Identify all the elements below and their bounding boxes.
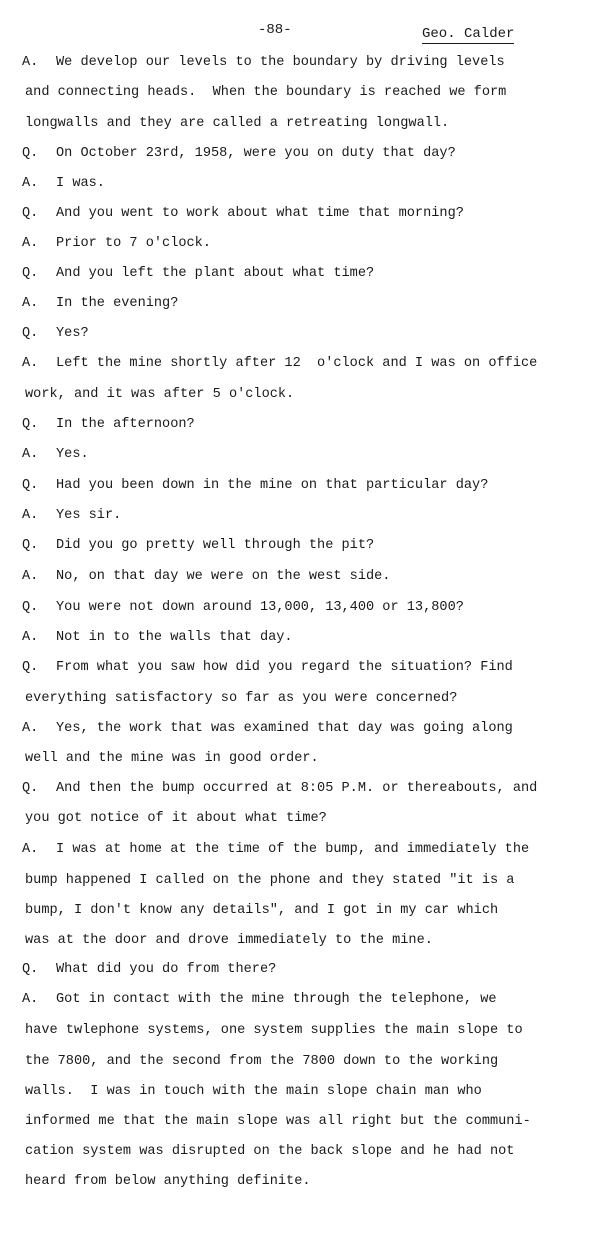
- speaker-label: A.: [22, 569, 39, 584]
- transcript-line: [25, 1111, 531, 1133]
- transcript-line: [22, 323, 89, 345]
- line-text: And you left the plant about what time?: [56, 266, 375, 281]
- line-text: have twlephone systems, one system supplies the main slope to: [25, 1023, 523, 1038]
- transcript-line: [22, 203, 464, 225]
- line-text: bump, I don't know any details", and I got in my car which: [25, 903, 499, 918]
- line-text: well and the mine was in good order.: [25, 751, 319, 766]
- transcript-line: [22, 778, 537, 800]
- transcript-line: [22, 173, 105, 195]
- line-text: heard from below anything definite.: [25, 1174, 311, 1189]
- transcript-line: [22, 597, 464, 619]
- line-text: Yes.: [56, 447, 89, 462]
- transcript-line: [22, 839, 529, 861]
- transcript-line: [25, 808, 327, 830]
- speaker-label: A.: [22, 630, 39, 645]
- line-text: In the evening?: [56, 296, 179, 311]
- line-text: everything satisfactory so far as you were concerned?: [25, 691, 458, 706]
- transcript-line: [22, 535, 374, 557]
- page-number: -88-: [258, 22, 292, 38]
- line-text: Yes sir.: [56, 508, 122, 523]
- line-text: Yes?: [56, 326, 89, 341]
- speaker-label: Q.: [22, 146, 39, 161]
- line-text: And you went to work about what time that morning?: [56, 206, 464, 221]
- line-text: cation system was disrupted on the back slope and he had not: [25, 1144, 515, 1159]
- transcript-line: [25, 1020, 523, 1042]
- transcript-line: [22, 475, 488, 497]
- speaker-label: A.: [22, 176, 39, 191]
- line-text: From what you saw how did you regard the situation? Find: [56, 660, 513, 675]
- transcript-line: [22, 718, 513, 740]
- line-text: you got notice of it about what time?: [25, 811, 327, 826]
- line-text: I was.: [56, 176, 105, 191]
- line-text: work, and it was after 5 o'clock.: [25, 387, 295, 402]
- transcript-line: [25, 748, 319, 770]
- line-text: informed me that the main slope was all right but the communi-: [25, 1114, 531, 1129]
- transcript-line: [25, 82, 506, 104]
- line-text: We develop our levels to the boundary by driving levels: [56, 55, 505, 70]
- transcript-line: [22, 566, 390, 588]
- transcript-line: [22, 989, 497, 1011]
- transcript-line: [22, 657, 513, 679]
- line-text: What did you do from there?: [56, 962, 277, 977]
- speaker-label: Q.: [22, 326, 39, 341]
- transcript-line: [25, 384, 294, 406]
- transcript-line: [25, 1141, 514, 1163]
- line-text: Left the mine shortly after 12 o'clock and I was on office: [56, 356, 538, 371]
- speaker-label: A.: [22, 721, 39, 736]
- page-header: [0, 20, 610, 44]
- speaker-label: Q.: [22, 266, 39, 281]
- transcript-line: [22, 263, 374, 285]
- line-text: Not in to the walls that day.: [56, 630, 293, 645]
- speaker-label: A.: [22, 55, 39, 70]
- transcript-line: [22, 444, 89, 466]
- speaker-label: Q.: [22, 206, 39, 221]
- line-text: Had you been down in the mine on that particular day?: [56, 478, 489, 493]
- line-text: Prior to 7 o'clock.: [56, 236, 211, 251]
- speaker-label: A.: [22, 356, 39, 371]
- line-text: Did you go pretty well through the pit?: [56, 538, 375, 553]
- transcript-line: [22, 353, 537, 375]
- line-text: walls. I was in touch with the main slope chain man who: [25, 1084, 482, 1099]
- transcript-line: [22, 52, 505, 74]
- transcript-line: [25, 900, 498, 922]
- speaker-label: Q.: [22, 962, 39, 977]
- transcript-line: [25, 113, 449, 135]
- transcript-line: [25, 1081, 482, 1103]
- line-text: No, on that day we were on the west side.: [56, 569, 391, 584]
- transcript-line: [25, 1051, 498, 1073]
- line-text: Yes, the work that was examined that day was going along: [56, 721, 513, 736]
- speaker-label: A.: [22, 447, 39, 462]
- transcript-line: [22, 233, 211, 255]
- speaker-label: A.: [22, 296, 39, 311]
- line-text: Got in contact with the mine through the telephone, we: [56, 992, 497, 1007]
- line-text: On October 23rd, 1958, were you on duty that day?: [56, 146, 456, 161]
- transcript-line: [22, 959, 276, 981]
- transcript-line: [22, 627, 293, 649]
- speaker-label: A.: [22, 992, 39, 1007]
- line-text: I was at home at the time of the bump, and immediately the: [56, 842, 530, 857]
- speaker-label: Q.: [22, 600, 39, 615]
- transcript-line: [22, 143, 456, 165]
- transcript-line: [22, 293, 178, 315]
- transcript-line: [25, 870, 514, 892]
- line-text: In the afternoon?: [56, 417, 195, 432]
- witness-name: Geo. Calder: [422, 26, 515, 42]
- speaker-label: Q.: [22, 478, 39, 493]
- speaker-label: Q.: [22, 660, 39, 675]
- transcript-line: [25, 688, 457, 710]
- speaker-label: Q.: [22, 781, 39, 796]
- line-text: And then the bump occurred at 8:05 P.M. or thereabouts, and: [56, 781, 538, 796]
- line-text: was at the door and drove immediately to the mine.: [25, 933, 433, 948]
- line-text: You were not down around 13,000, 13,400 or 13,800?: [56, 600, 464, 615]
- speaker-label: Q.: [22, 538, 39, 553]
- line-text: and connecting heads. When the boundary is reached we form: [25, 85, 507, 100]
- line-text: bump happened I called on the phone and they stated "it is a: [25, 873, 515, 888]
- speaker-label: Q.: [22, 417, 39, 432]
- transcript-line: [22, 505, 121, 527]
- transcript-line: [22, 414, 195, 436]
- speaker-label: A.: [22, 842, 39, 857]
- line-text: longwalls and they are called a retreating longwall.: [25, 116, 450, 131]
- speaker-label: A.: [22, 508, 39, 523]
- line-text: the 7800, and the second from the 7800 down to the working: [25, 1054, 499, 1069]
- transcript-line: [25, 1171, 311, 1193]
- transcript-line: [25, 930, 433, 952]
- speaker-label: A.: [22, 236, 39, 251]
